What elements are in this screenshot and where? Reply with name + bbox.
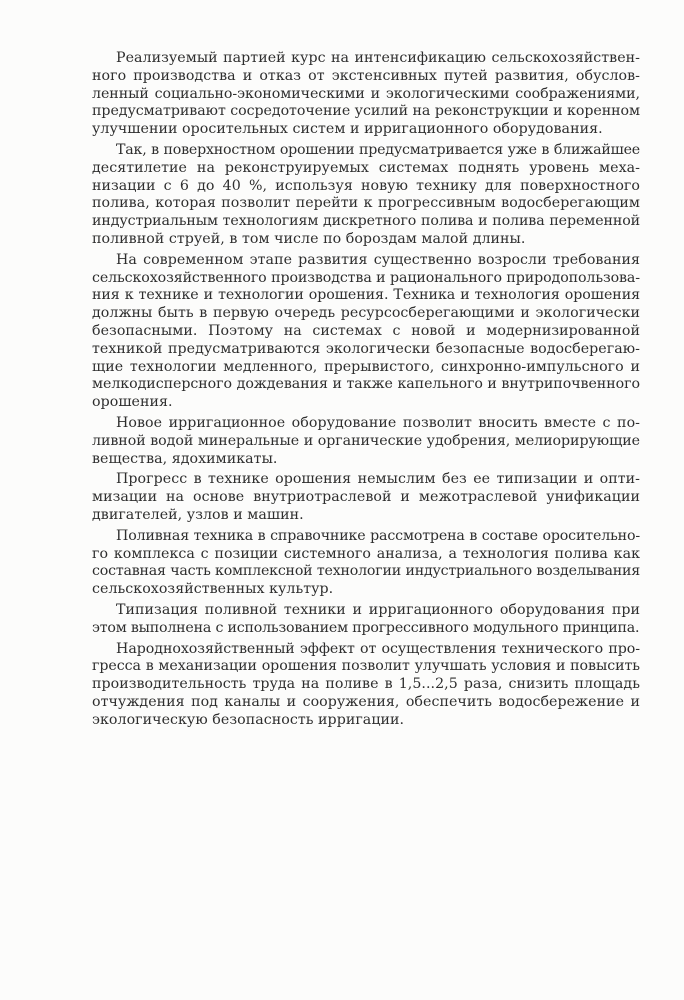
text-line: ленный социально-экономическими и экологическими соображениями, — [92, 85, 640, 102]
text-line: го комплекса с позиции системного анализа, а технология полива как — [92, 545, 640, 562]
text-line: техникой предусматриваются экологически безопасные водосберегаю- — [92, 340, 640, 357]
text-line: полива, которая позволит перейти к прогрессивным водосберегающим — [92, 195, 640, 212]
text-line: мелкодисперсного дождевания и также капельного и внутрипочвенного — [92, 376, 640, 393]
text-line: этом выполнена с использованием прогрессивного модульного принципа. — [92, 619, 640, 636]
text-line: Так, в поверхностном орошении предусматривается уже в ближайшее — [116, 141, 640, 158]
text-line: индустриальным технологиям дискретного полива и полива переменной — [92, 213, 640, 230]
text-line: безопасными. Поэтому на системах с новой и модернизированной — [92, 322, 640, 339]
text-line: ного производства и отказ от экстенсивных путей развития, обуслов- — [92, 67, 640, 84]
text-line: Типизация поливной техники и ирригационного оборудования при — [116, 601, 640, 618]
text-line: щие технологии медленного, прерывистого, синхронно-импульсного и — [92, 358, 640, 375]
text-line: Народнохозяйственный эффект от осуществления технического про- — [116, 640, 640, 657]
text-line: поливной струей, в том числе по бороздам малой длины. — [92, 230, 526, 247]
text-line: гресса в механизации орошения позволит улучшать условия и повысить — [92, 658, 640, 675]
text-line: мизации на основе внутриотраслевой и межотраслевой унификации — [92, 489, 640, 506]
text-line: орошения. — [92, 394, 173, 411]
paragraph-2 — [92, 142, 640, 249]
body-text — [92, 50, 640, 732]
text-line: ния к технике и технологии орошения. Техника и технология орошения — [92, 287, 640, 304]
text-line: сельскохозяйственного производства и рационального природопользова- — [92, 269, 640, 286]
paragraph-4 — [92, 415, 640, 468]
text-line: Реализуемый партией курс на интенсификацию сельскохозяйствен- — [116, 50, 640, 66]
text-line: должны быть в первую очередь ресурсосберегающими и экологически — [92, 305, 640, 322]
paragraph-5 — [92, 471, 640, 524]
text-line: десятилетие на реконструируемых системах поднять уровень меха- — [92, 159, 640, 176]
paragraph-7 — [92, 602, 640, 638]
text-line: составная часть комплексной технологии индустриального возделывания — [92, 563, 640, 580]
paragraph-6 — [92, 528, 640, 599]
text-line: Поливная техника в справочнике рассмотрена в составе оросительно- — [116, 527, 640, 544]
text-line: улучшении оросительных систем и ирригационного оборудования. — [92, 121, 603, 138]
text-line: предусматривают сосредоточение усилий на реконструкции и коренном — [92, 103, 640, 120]
text-line: низации с 6 до 40 %, используя новую технику для поверхностного — [92, 177, 640, 194]
text-line: сельскохозяйственных культур. — [92, 581, 334, 598]
text-line: двигателей, узлов и машин. — [92, 506, 304, 523]
text-line: производительность труда на поливе в 1,5...2,5 раза, снизить площадь — [92, 676, 640, 693]
paragraph-3 — [92, 252, 640, 412]
text-line: вещества, ядохимикаты. — [92, 450, 278, 467]
text-line: Прогресс в технике орошения немыслим без ее типизации и опти- — [116, 471, 640, 488]
text-line: ливной водой минеральные и органические удобрения, мелиорирующие — [92, 432, 640, 449]
text-line: На современном этапе развития существенно возросли требования — [116, 251, 640, 268]
text-line: Новое ирригационное оборудование позволит вносить вместе с по- — [116, 414, 640, 431]
text-line: отчуждения под каналы и сооружения, обеспечить водосбережение и — [92, 693, 640, 710]
paragraph-8 — [92, 641, 640, 730]
paragraph-1 — [92, 50, 640, 139]
text-line: экологическую безопасность ирригации. — [92, 711, 405, 728]
